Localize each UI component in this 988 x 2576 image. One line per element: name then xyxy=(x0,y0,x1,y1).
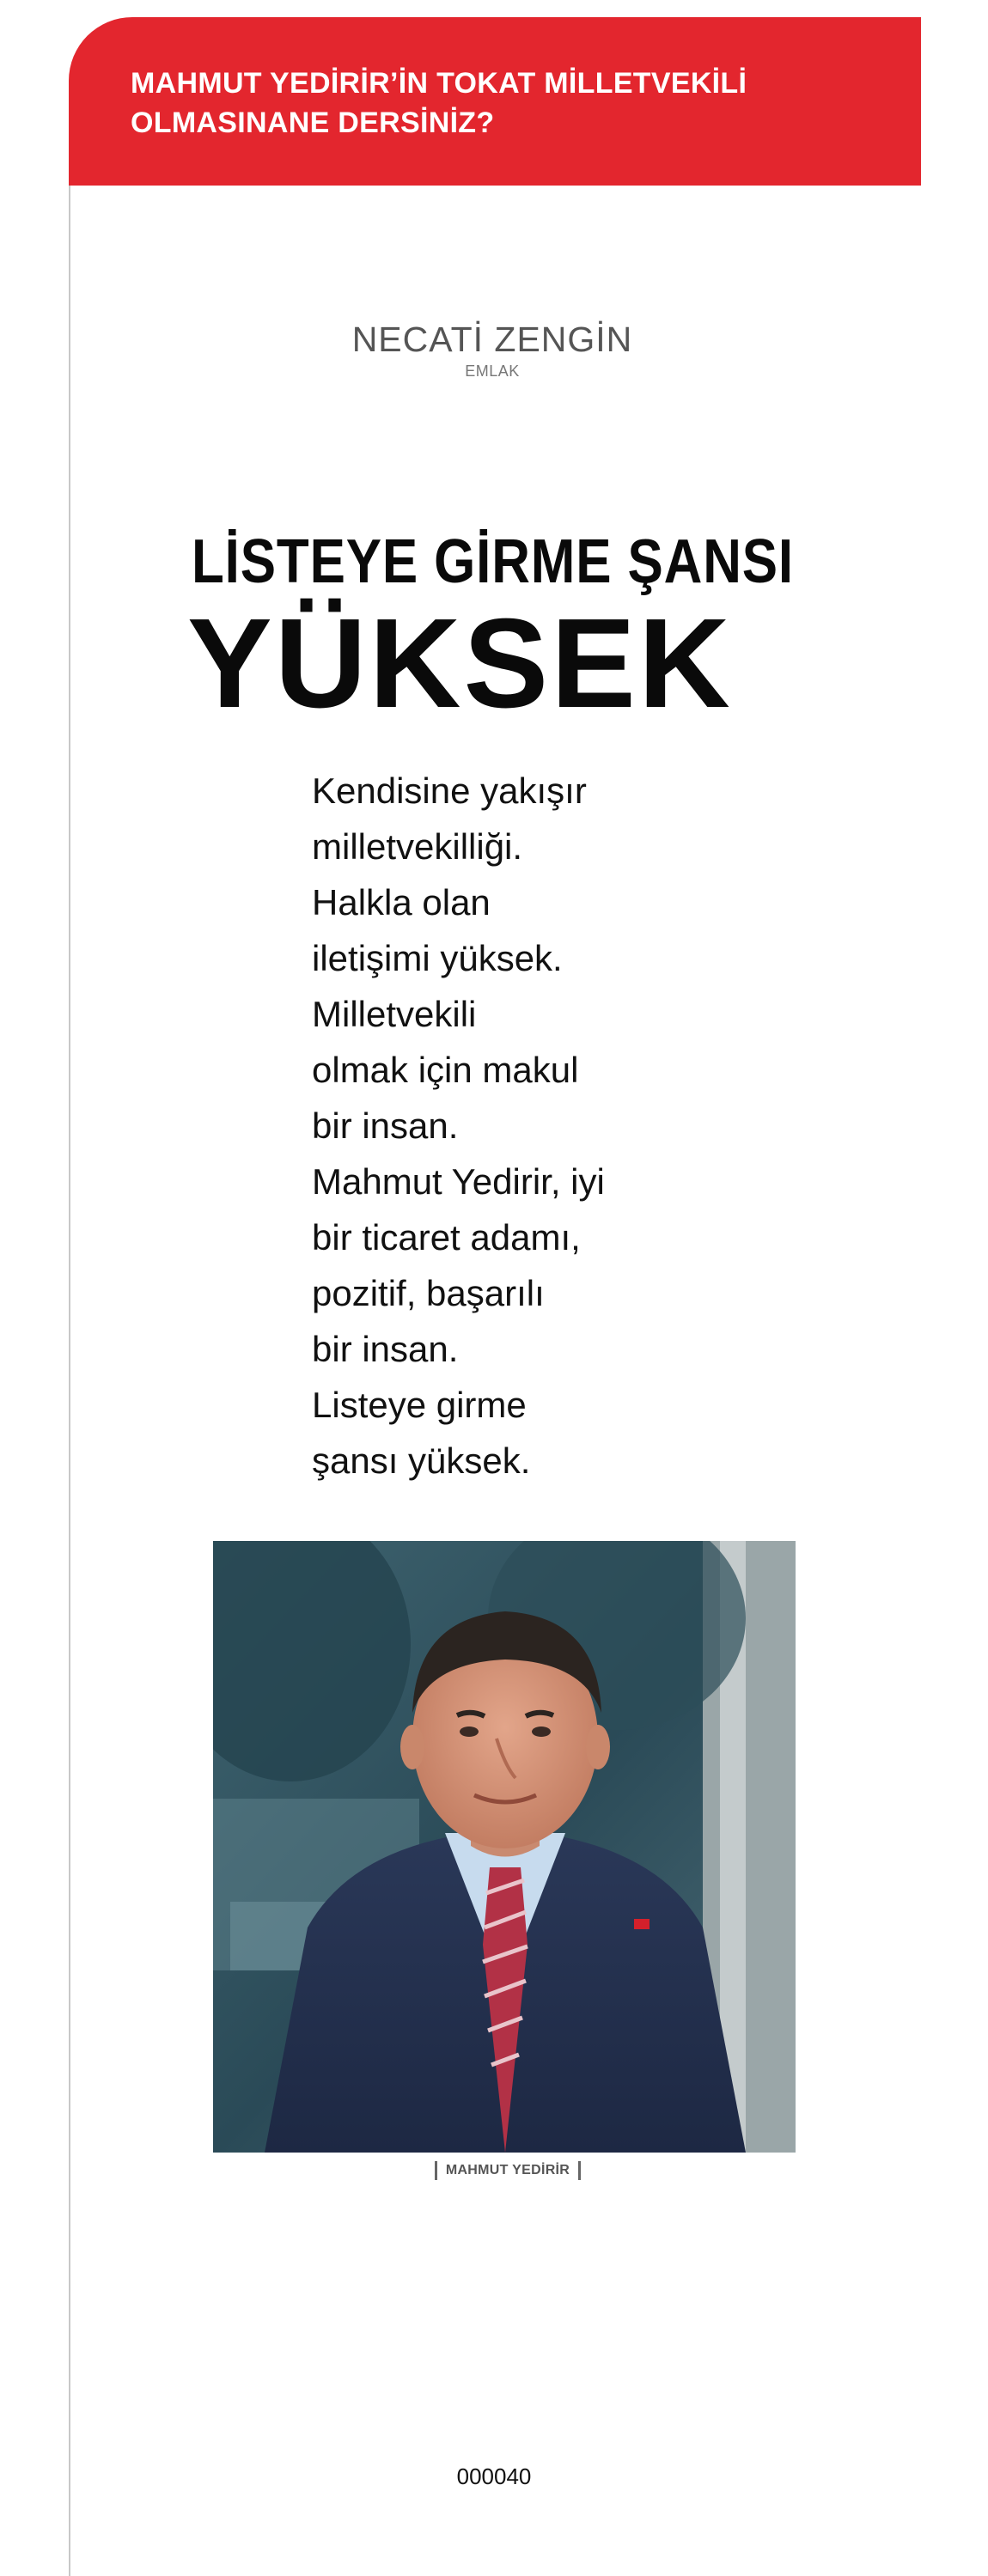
photo-caption xyxy=(426,2161,589,2180)
headline-line-2: YÜKSEK xyxy=(187,593,733,734)
page-number: 000040 xyxy=(456,2463,532,2489)
header-banner xyxy=(69,17,921,186)
body-line: Mahmut Yedirir, iyi xyxy=(312,1161,605,1202)
author-category: EMLAK xyxy=(465,362,520,380)
body-line: bir ticaret adamı, xyxy=(312,1217,581,1258)
portrait-photo xyxy=(213,1541,796,2153)
headline-line-1: LİSTEYE GİRME ŞANSI xyxy=(192,527,795,596)
article-body xyxy=(312,763,656,1489)
body-line: milletvekilliği. xyxy=(312,826,523,867)
body-line: bir insan. xyxy=(312,1105,459,1146)
body-line: olmak için makul xyxy=(312,1050,579,1090)
photo-caption-text: MAHMUT YEDİRİR xyxy=(435,2161,581,2180)
body-line: bir insan. xyxy=(312,1329,459,1369)
left-divider-rule xyxy=(69,186,70,2576)
author-name: NECATİ ZENGİN xyxy=(351,320,633,359)
body-line: Halkla olan xyxy=(312,882,491,923)
body-line: Kendisine yakışır xyxy=(312,770,587,811)
body-line: Milletvekili xyxy=(312,994,477,1034)
body-line: pozitif, başarılı xyxy=(312,1273,545,1313)
body-line: iletişimi yüksek. xyxy=(312,938,563,978)
header-title-line-2: OLMASINANE DERSİNİZ? xyxy=(131,107,495,139)
header-title xyxy=(131,64,887,143)
body-line: şansı yüksek. xyxy=(312,1440,531,1481)
author-block xyxy=(328,320,656,381)
header-title-line-1: MAHMUT YEDİRİR’İN TOKAT MİLLETVEKİLİ xyxy=(131,67,747,100)
body-line: Listeye girme xyxy=(312,1385,527,1425)
